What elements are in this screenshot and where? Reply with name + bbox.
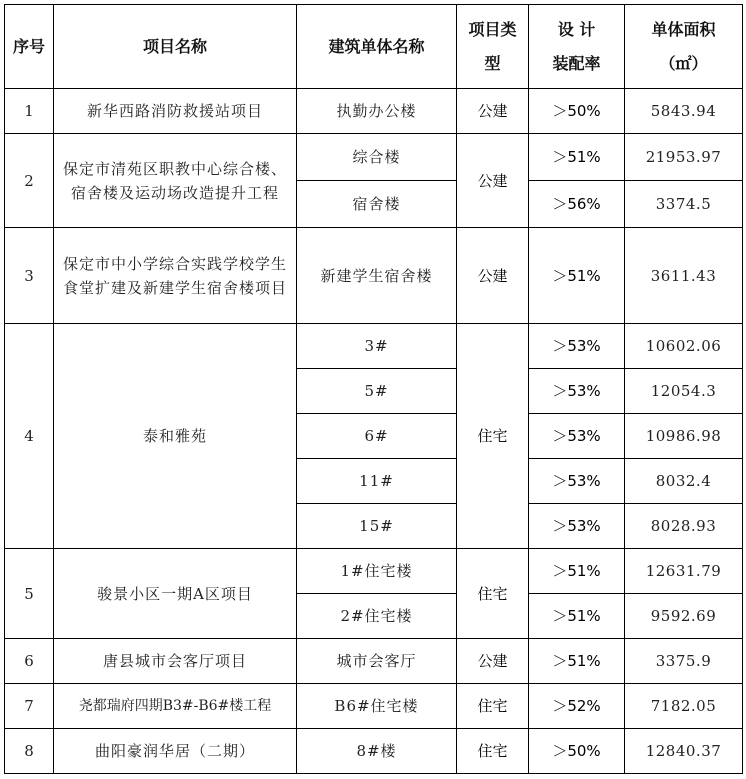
- project-type: 公建: [457, 89, 529, 134]
- header-building-name: 建筑单体名称: [297, 5, 457, 89]
- project-type: 公建: [457, 228, 529, 324]
- building-name: 11#: [297, 459, 457, 504]
- building-area: 7182.05: [625, 684, 743, 729]
- assembly-rate: ＞51%: [529, 134, 625, 181]
- assembly-rate: ＞53%: [529, 459, 625, 504]
- project-name: 泰和雅苑: [54, 324, 297, 549]
- project-type: 住宅: [457, 324, 529, 549]
- row-no: 5: [5, 549, 54, 639]
- header-area-line2: （㎡）: [659, 53, 708, 73]
- table-row: [5, 228, 743, 324]
- building-area: 10986.98: [625, 414, 743, 459]
- table-row: [5, 549, 743, 594]
- building-area: 3375.9: [625, 639, 743, 684]
- building-area: 12840.37: [625, 729, 743, 774]
- project-type: 公建: [457, 639, 529, 684]
- building-name: 新建学生宿舍楼: [297, 228, 457, 324]
- header-area-line1: 单体面积: [651, 19, 716, 39]
- row-no: 8: [5, 729, 54, 774]
- building-name: 宿舍楼: [297, 181, 457, 228]
- assembly-rate: ＞51%: [529, 639, 625, 684]
- assembly-rate: ＞51%: [529, 228, 625, 324]
- building-name: 2#住宅楼: [297, 594, 457, 639]
- project-name: 保定市中小学综合实践学校学生食堂扩建及新建学生宿舍楼项目: [54, 228, 297, 324]
- table-row: [5, 89, 743, 134]
- row-no: 3: [5, 228, 54, 324]
- header-area: [625, 5, 743, 89]
- building-area: 3611.43: [625, 228, 743, 324]
- row-no: 6: [5, 639, 54, 684]
- row-no: 1: [5, 89, 54, 134]
- header-project-name: 项目名称: [54, 5, 297, 89]
- assembly-rate: ＞56%: [529, 181, 625, 228]
- row-no: 7: [5, 684, 54, 729]
- project-name: 新华西路消防救援站项目: [54, 89, 297, 134]
- building-name: 15#: [297, 504, 457, 549]
- header-type-line1: 项目类: [468, 19, 517, 39]
- building-name: 1#住宅楼: [297, 549, 457, 594]
- assembly-rate: ＞53%: [529, 369, 625, 414]
- building-name: 执勤办公楼: [297, 89, 457, 134]
- building-name: 城市会客厅: [297, 639, 457, 684]
- building-name: 8#楼: [297, 729, 457, 774]
- assembly-rate: ＞50%: [529, 89, 625, 134]
- table-row: [5, 729, 743, 774]
- table-row: [5, 324, 743, 369]
- building-name: 5#: [297, 369, 457, 414]
- building-area: 12631.79: [625, 549, 743, 594]
- project-name: 尧都瑞府四期B3#-B6#楼工程: [54, 684, 297, 729]
- table-row: [5, 134, 743, 181]
- project-name: 骏景小区一期A区项目: [54, 549, 297, 639]
- building-area: 21953.97: [625, 134, 743, 181]
- project-type: 住宅: [457, 549, 529, 639]
- project-name: 保定市清苑区职教中心综合楼、宿舍楼及运动场改造提升工程: [54, 134, 297, 228]
- project-name: 唐县城市会客厅项目: [54, 639, 297, 684]
- building-area: 3374.5: [625, 181, 743, 228]
- project-type: 住宅: [457, 684, 529, 729]
- building-name: B6#住宅楼: [297, 684, 457, 729]
- assembly-rate: ＞52%: [529, 684, 625, 729]
- assembly-rate: ＞53%: [529, 324, 625, 369]
- project-type: 公建: [457, 134, 529, 228]
- building-area: 10602.06: [625, 324, 743, 369]
- project-name: 曲阳豪润华居（二期）: [54, 729, 297, 774]
- building-area: 12054.3: [625, 369, 743, 414]
- building-area: 9592.69: [625, 594, 743, 639]
- header-design-rate: [529, 5, 625, 89]
- header-type-line2: 型: [484, 53, 501, 73]
- project-type: 住宅: [457, 729, 529, 774]
- building-name: 3#: [297, 324, 457, 369]
- assembly-rate: ＞53%: [529, 414, 625, 459]
- project-table: [4, 4, 743, 774]
- assembly-rate: ＞53%: [529, 504, 625, 549]
- table-row: [5, 684, 743, 729]
- header-project-type: [457, 5, 529, 89]
- header-rate-line2: 装配率: [552, 53, 601, 73]
- table-row: [5, 639, 743, 684]
- header-rate-line1: 设 计: [557, 19, 596, 39]
- building-area: 8032.4: [625, 459, 743, 504]
- row-no: 2: [5, 134, 54, 228]
- building-name: 6#: [297, 414, 457, 459]
- building-name: 综合楼: [297, 134, 457, 181]
- assembly-rate: ＞50%: [529, 729, 625, 774]
- building-area: 8028.93: [625, 504, 743, 549]
- header-no: 序号: [5, 5, 54, 89]
- building-area: 5843.94: [625, 89, 743, 134]
- assembly-rate: ＞51%: [529, 594, 625, 639]
- row-no: 4: [5, 324, 54, 549]
- assembly-rate: ＞51%: [529, 549, 625, 594]
- header-row: [5, 5, 743, 89]
